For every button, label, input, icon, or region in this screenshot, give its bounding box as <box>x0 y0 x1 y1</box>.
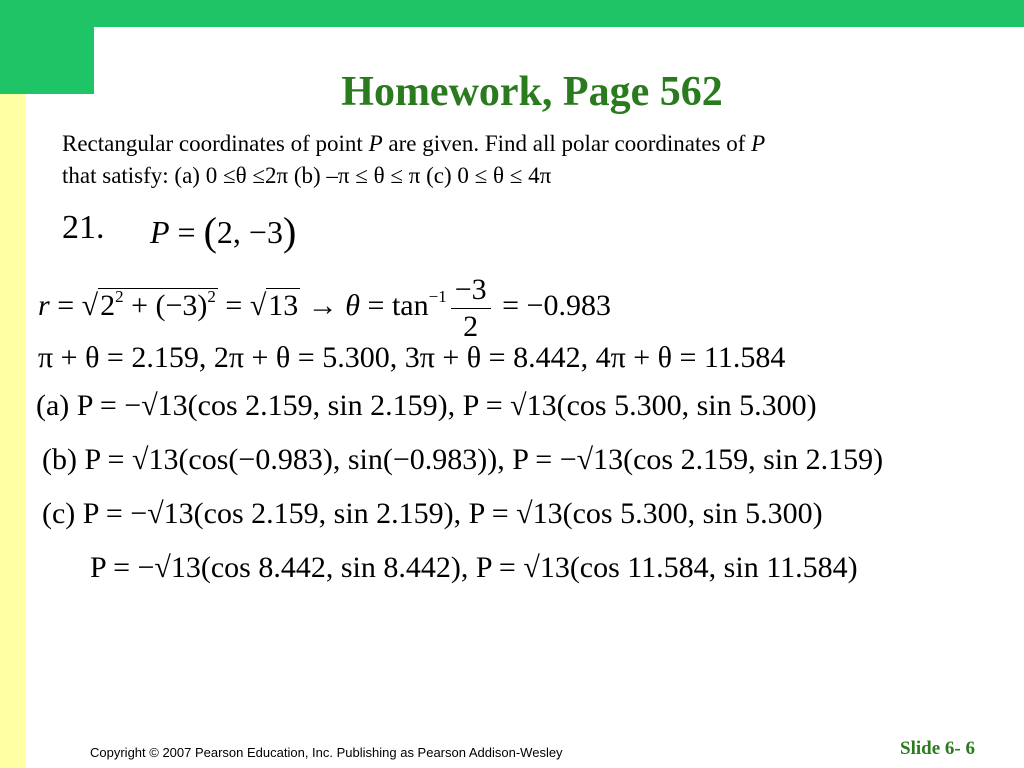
prompt-line-1 <box>62 128 992 160</box>
angle-4: , 4π + θ = 11.584 <box>580 341 786 374</box>
theta-result: = −0.983 <box>494 289 611 322</box>
point-var: P <box>150 214 170 250</box>
slide-title: Homework, Page 562 <box>341 69 723 115</box>
answer-part: , P = √13(cos 5.300, sin 5.300) <box>447 389 817 422</box>
radicand-term: (−3) <box>155 289 208 322</box>
sqrt-expression: $√2^2 + (-3)^2$ <box>81 287 216 322</box>
equals-sign: = <box>49 289 82 322</box>
sqrt-13: √13 <box>249 289 299 322</box>
plus-sign: + <box>123 289 156 322</box>
answer-part: P = √13(cos(−0.983), sin(−0.983)) <box>76 443 498 476</box>
prompt-point-var: P <box>368 131 383 156</box>
radicand-13: 13 <box>268 289 299 322</box>
tan-function: = tan <box>360 289 429 322</box>
exponent: 2 <box>115 287 124 306</box>
point-value: 2, −3 <box>216 214 283 250</box>
answer-part: P = −√13(cos 8.442, sin 8.442) <box>90 551 461 584</box>
equals-sign: = <box>217 289 250 322</box>
problem-prompt <box>62 128 992 192</box>
right-paren: ) <box>282 209 297 254</box>
fraction <box>451 272 491 345</box>
angle-2: , 2π + θ = 5.300 <box>198 341 390 374</box>
answer-label: (c) <box>42 497 76 530</box>
angle-1: π + θ = 2.159 <box>38 341 199 374</box>
inverse-exponent: −1 <box>428 287 447 306</box>
answer-label: (b) <box>42 443 77 476</box>
top-accent-bar <box>0 0 1024 27</box>
footer-copyright: Copyright © 2007 Pearson Education, Inc. Publishing as Pearson Addison-Wesley <box>90 745 563 760</box>
prompt-text: are given. Find all polar coordinates of <box>382 131 752 156</box>
arrow-icon: → <box>300 289 346 322</box>
fraction-denominator: 2 <box>463 309 479 343</box>
fraction-numerator: −3 <box>451 272 491 309</box>
answer-label: (a) <box>36 389 70 422</box>
radicand-term: 2 <box>100 289 116 322</box>
prompt-text: Rectangular coordinates of point <box>62 131 369 156</box>
angle-line <box>38 338 785 378</box>
answer-c-continued <box>90 548 858 588</box>
problem-number: 21. <box>62 209 105 246</box>
r-theta-line <box>38 270 611 345</box>
answer-part: , P = √13(cos 5.300, sin 5.300) <box>453 497 823 530</box>
prompt-line-2: that satisfy: (a) 0 ≤θ ≤2π (b) –π ≤ θ ≤ π (c) 0 ≤ θ ≤ 4π <box>62 163 552 188</box>
answer-part: P = −√13(cos 2.159, sin 2.159) <box>75 497 454 530</box>
exponent: 2 <box>207 287 216 306</box>
given-point <box>150 209 297 254</box>
prompt-point-var: P <box>751 131 766 156</box>
answer-a <box>36 386 817 426</box>
answer-part: , P = −√13(cos 2.159, sin 2.159) <box>497 443 884 476</box>
r-var: r <box>38 289 50 322</box>
answer-part: P = −√13(cos 2.159, sin 2.159) <box>69 389 448 422</box>
angle-3: , 3π + θ = 8.442 <box>389 341 581 374</box>
left-paren: ( <box>203 209 217 254</box>
slide-number: Slide 6- 6 <box>900 738 975 759</box>
answer-part: , P = √13(cos 11.584, sin 11.584) <box>460 551 858 584</box>
answer-c <box>42 494 823 534</box>
answer-b <box>42 440 883 480</box>
theta-var: θ <box>345 289 361 322</box>
equals-sign: = <box>169 214 204 250</box>
